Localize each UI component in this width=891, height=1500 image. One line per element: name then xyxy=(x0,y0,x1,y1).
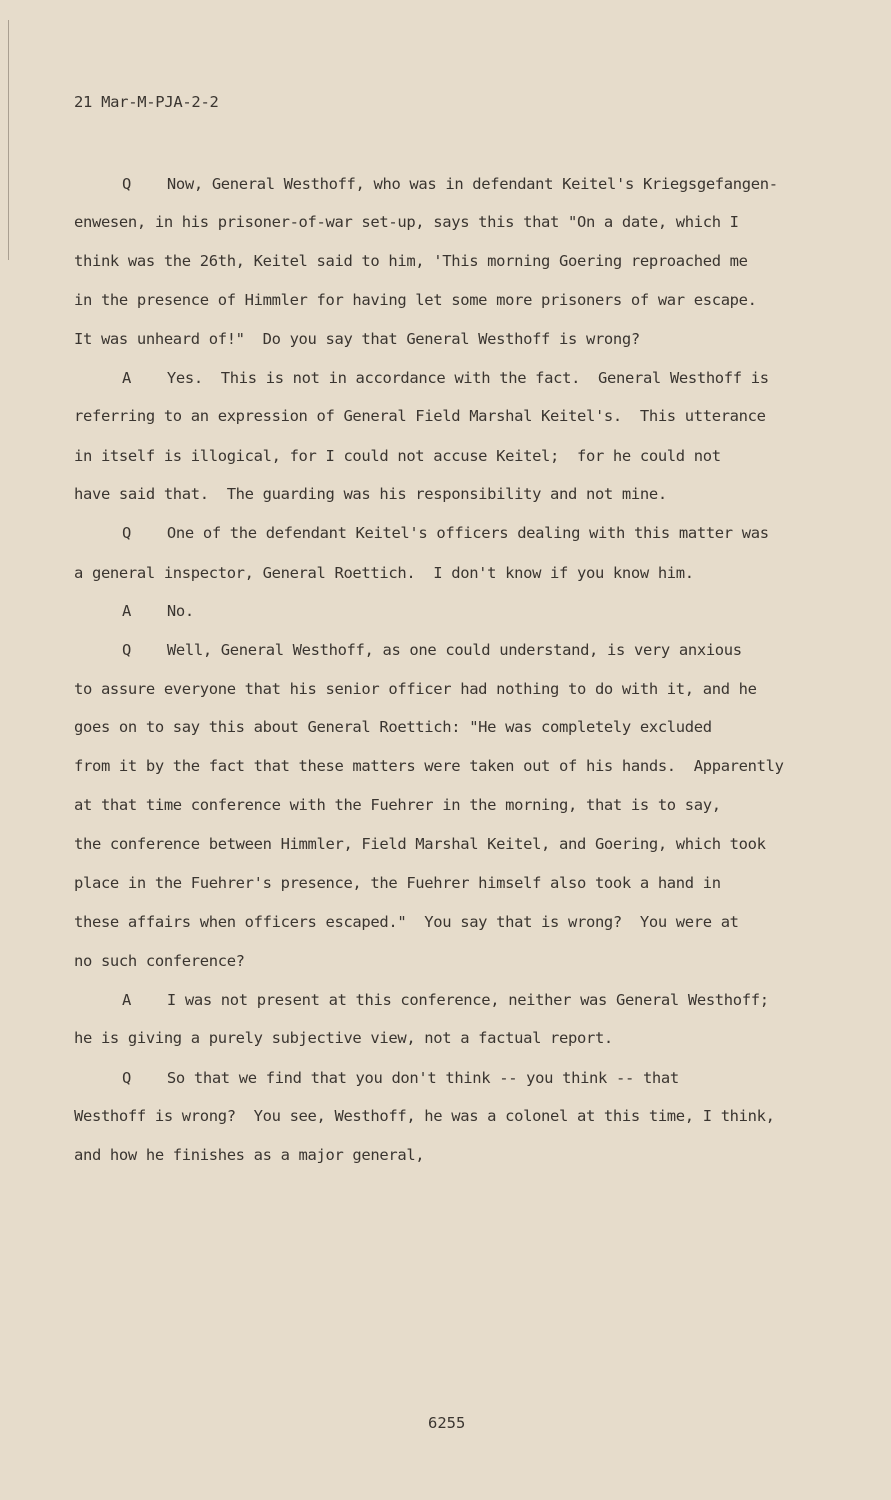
text-line: a general inspector, General Roettich. I don't know if you know him. xyxy=(74,564,694,582)
page-number: 6255 xyxy=(428,1414,466,1432)
text-line: think was the 26th, Keitel said to him, 'This morning Goering reproached me xyxy=(74,252,748,270)
text-line: the conference between Himmler, Field Marshal Keitel, and Goering, which took xyxy=(74,835,766,853)
text-line: A Yes. This is not in accordance with the fact. General Westhoff is xyxy=(122,369,769,387)
text-line: have said that. The guarding was his responsibility and not mine. xyxy=(74,485,667,503)
text-line: Q Well, General Westhoff, as one could understand, is very anxious xyxy=(122,641,742,659)
text-line: enwesen, in his prisoner-of-war set-up, says this that "On a date, which I xyxy=(74,213,739,231)
text-line: Westhoff is wrong? You see, Westhoff, he was a colonel at this time, I think, xyxy=(74,1107,775,1125)
text-line: referring to an expression of General Field Marshal Keitel's. This utterance xyxy=(74,407,766,425)
text-line: at that time conference with the Fuehrer in the morning, that is to say, xyxy=(74,796,721,814)
text-line: from it by the fact that these matters were taken out of his hands. Apparently xyxy=(74,757,784,775)
text-line: A I was not present at this conference, neither was General Westhoff; xyxy=(122,991,769,1009)
text-line: in itself is illogical, for I could not accuse Keitel; for he could not xyxy=(74,447,721,465)
text-line: Q One of the defendant Keitel's officers dealing with this matter was xyxy=(122,524,769,542)
text-line: It was unheard of!" Do you say that General Westhoff is wrong? xyxy=(74,330,640,348)
text-line: place in the Fuehrer's presence, the Fuehrer himself also took a hand in xyxy=(74,874,721,892)
text-line: Q Now, General Westhoff, who was in defendant Keitel's Kriegsgefangen- xyxy=(122,175,778,193)
text-line: to assure everyone that his senior officer had nothing to do with it, and he xyxy=(74,680,757,698)
document-header: 21 Mar-M-PJA-2-2 xyxy=(74,93,219,111)
text-line: in the presence of Himmler for having let some more prisoners of war escape. xyxy=(74,291,757,309)
text-line: he is giving a purely subjective view, not a factual report. xyxy=(74,1029,613,1047)
text-line: A No. xyxy=(122,602,194,620)
text-line: goes on to say this about General Roettich: "He was completely excluded xyxy=(74,718,712,736)
text-line: Q So that we find that you don't think -- you think -- that xyxy=(122,1069,679,1087)
text-line: and how he finishes as a major general, xyxy=(74,1146,425,1164)
text-line: no such conference? xyxy=(74,952,245,970)
text-line: these affairs when officers escaped." You say that is wrong? You were at xyxy=(74,913,739,931)
page-edge-mark xyxy=(8,20,9,260)
